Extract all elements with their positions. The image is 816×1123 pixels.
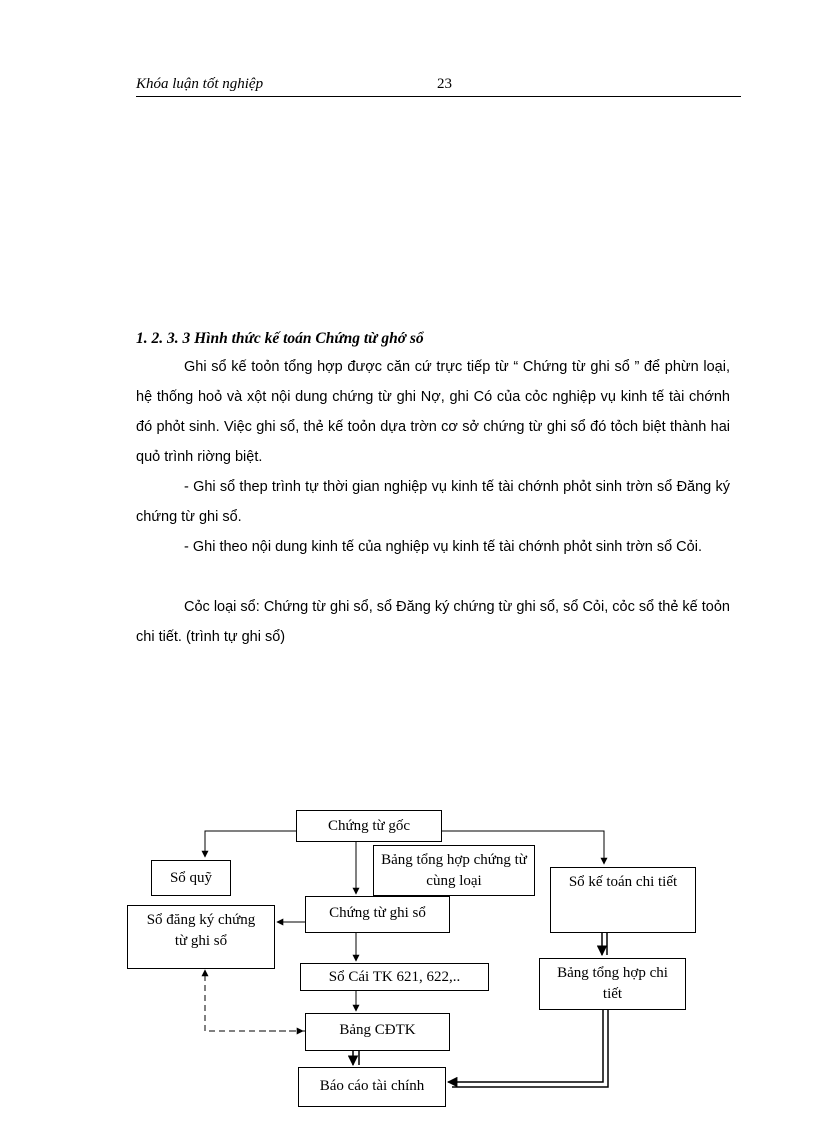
- box-bang-tong-hop-cung-loai: Bảng tổng hợp chứng từ cùng loại: [373, 845, 535, 896]
- box-so-quy: Sổ quỹ: [151, 860, 231, 896]
- box-bang-tong-hop-chi-tiet: Bảng tổng hợp chi tiết: [539, 958, 686, 1010]
- header-title: Khóa luận tốt nghiệp: [136, 76, 264, 92]
- paragraph-1: Ghi sổ kế toỏn tổng hợp được căn cứ trực tiếp từ “ Chứng từ ghi sổ ” để phừn loại, hệ thống hoỏ và xột nội dung chứng từ ghi Nợ, ghi Có của cỏc nghiệp vụ kinh tế tài chớnh đó phỏt sinh. Việc ghi sổ, thẻ kế toỏn dựa trờn cơ sở chứng từ ghi sổ đó tỏch biệt thành hai quỏ trình riờng biệt.: [136, 359, 730, 465]
- box-so-dang-ky: Sổ đăng ký chứng từ ghi sổ: [127, 905, 275, 969]
- paragraph-3: - Ghi theo nội dung kinh tế của nghiệp vụ kinh tế tài chớnh phỏt sinh trờn sổ Cỏi.: [184, 539, 702, 555]
- dashed-link-dang-ky-cdtk: [205, 970, 305, 1031]
- section-heading: 1. 2. 3. 3 Hình thức kế toán Chứng từ ghớ sổ: [136, 330, 424, 347]
- page-number: 23: [437, 76, 452, 92]
- paragraph-2: - Ghi sổ thep trình tự thời gian nghiệp vụ kinh tế tài chớnh phỏt sinh trờn sổ Đăng ký chứng từ ghi sổ.: [136, 479, 730, 525]
- box-chung-tu-ghi-so: Chứng từ ghi sổ: [305, 896, 450, 933]
- paragraph-4: Cỏc loại sổ: Chứng từ ghi sổ, sổ Đăng ký chứng từ ghi sổ, sổ Cỏi, cỏc sổ thẻ kế toỏn chi tiết. (trình tự ghi sổ): [136, 599, 730, 645]
- arrow-tong-hop-to-bao-cao: [448, 1010, 603, 1082]
- box-so-ke-toan-chi-tiet: Sổ kế toán chi tiết: [550, 867, 696, 933]
- box-bao-cao-tai-chinh: Báo cáo tài chính: [298, 1067, 446, 1107]
- box-so-cai: Sổ Cái TK 621, 622,..: [300, 963, 489, 991]
- box-bang-cdtk: Bảng CĐTK: [305, 1013, 450, 1051]
- box-chung-tu-goc: Chứng từ gốc: [296, 810, 442, 842]
- arrow-to-so-quy: [205, 831, 296, 857]
